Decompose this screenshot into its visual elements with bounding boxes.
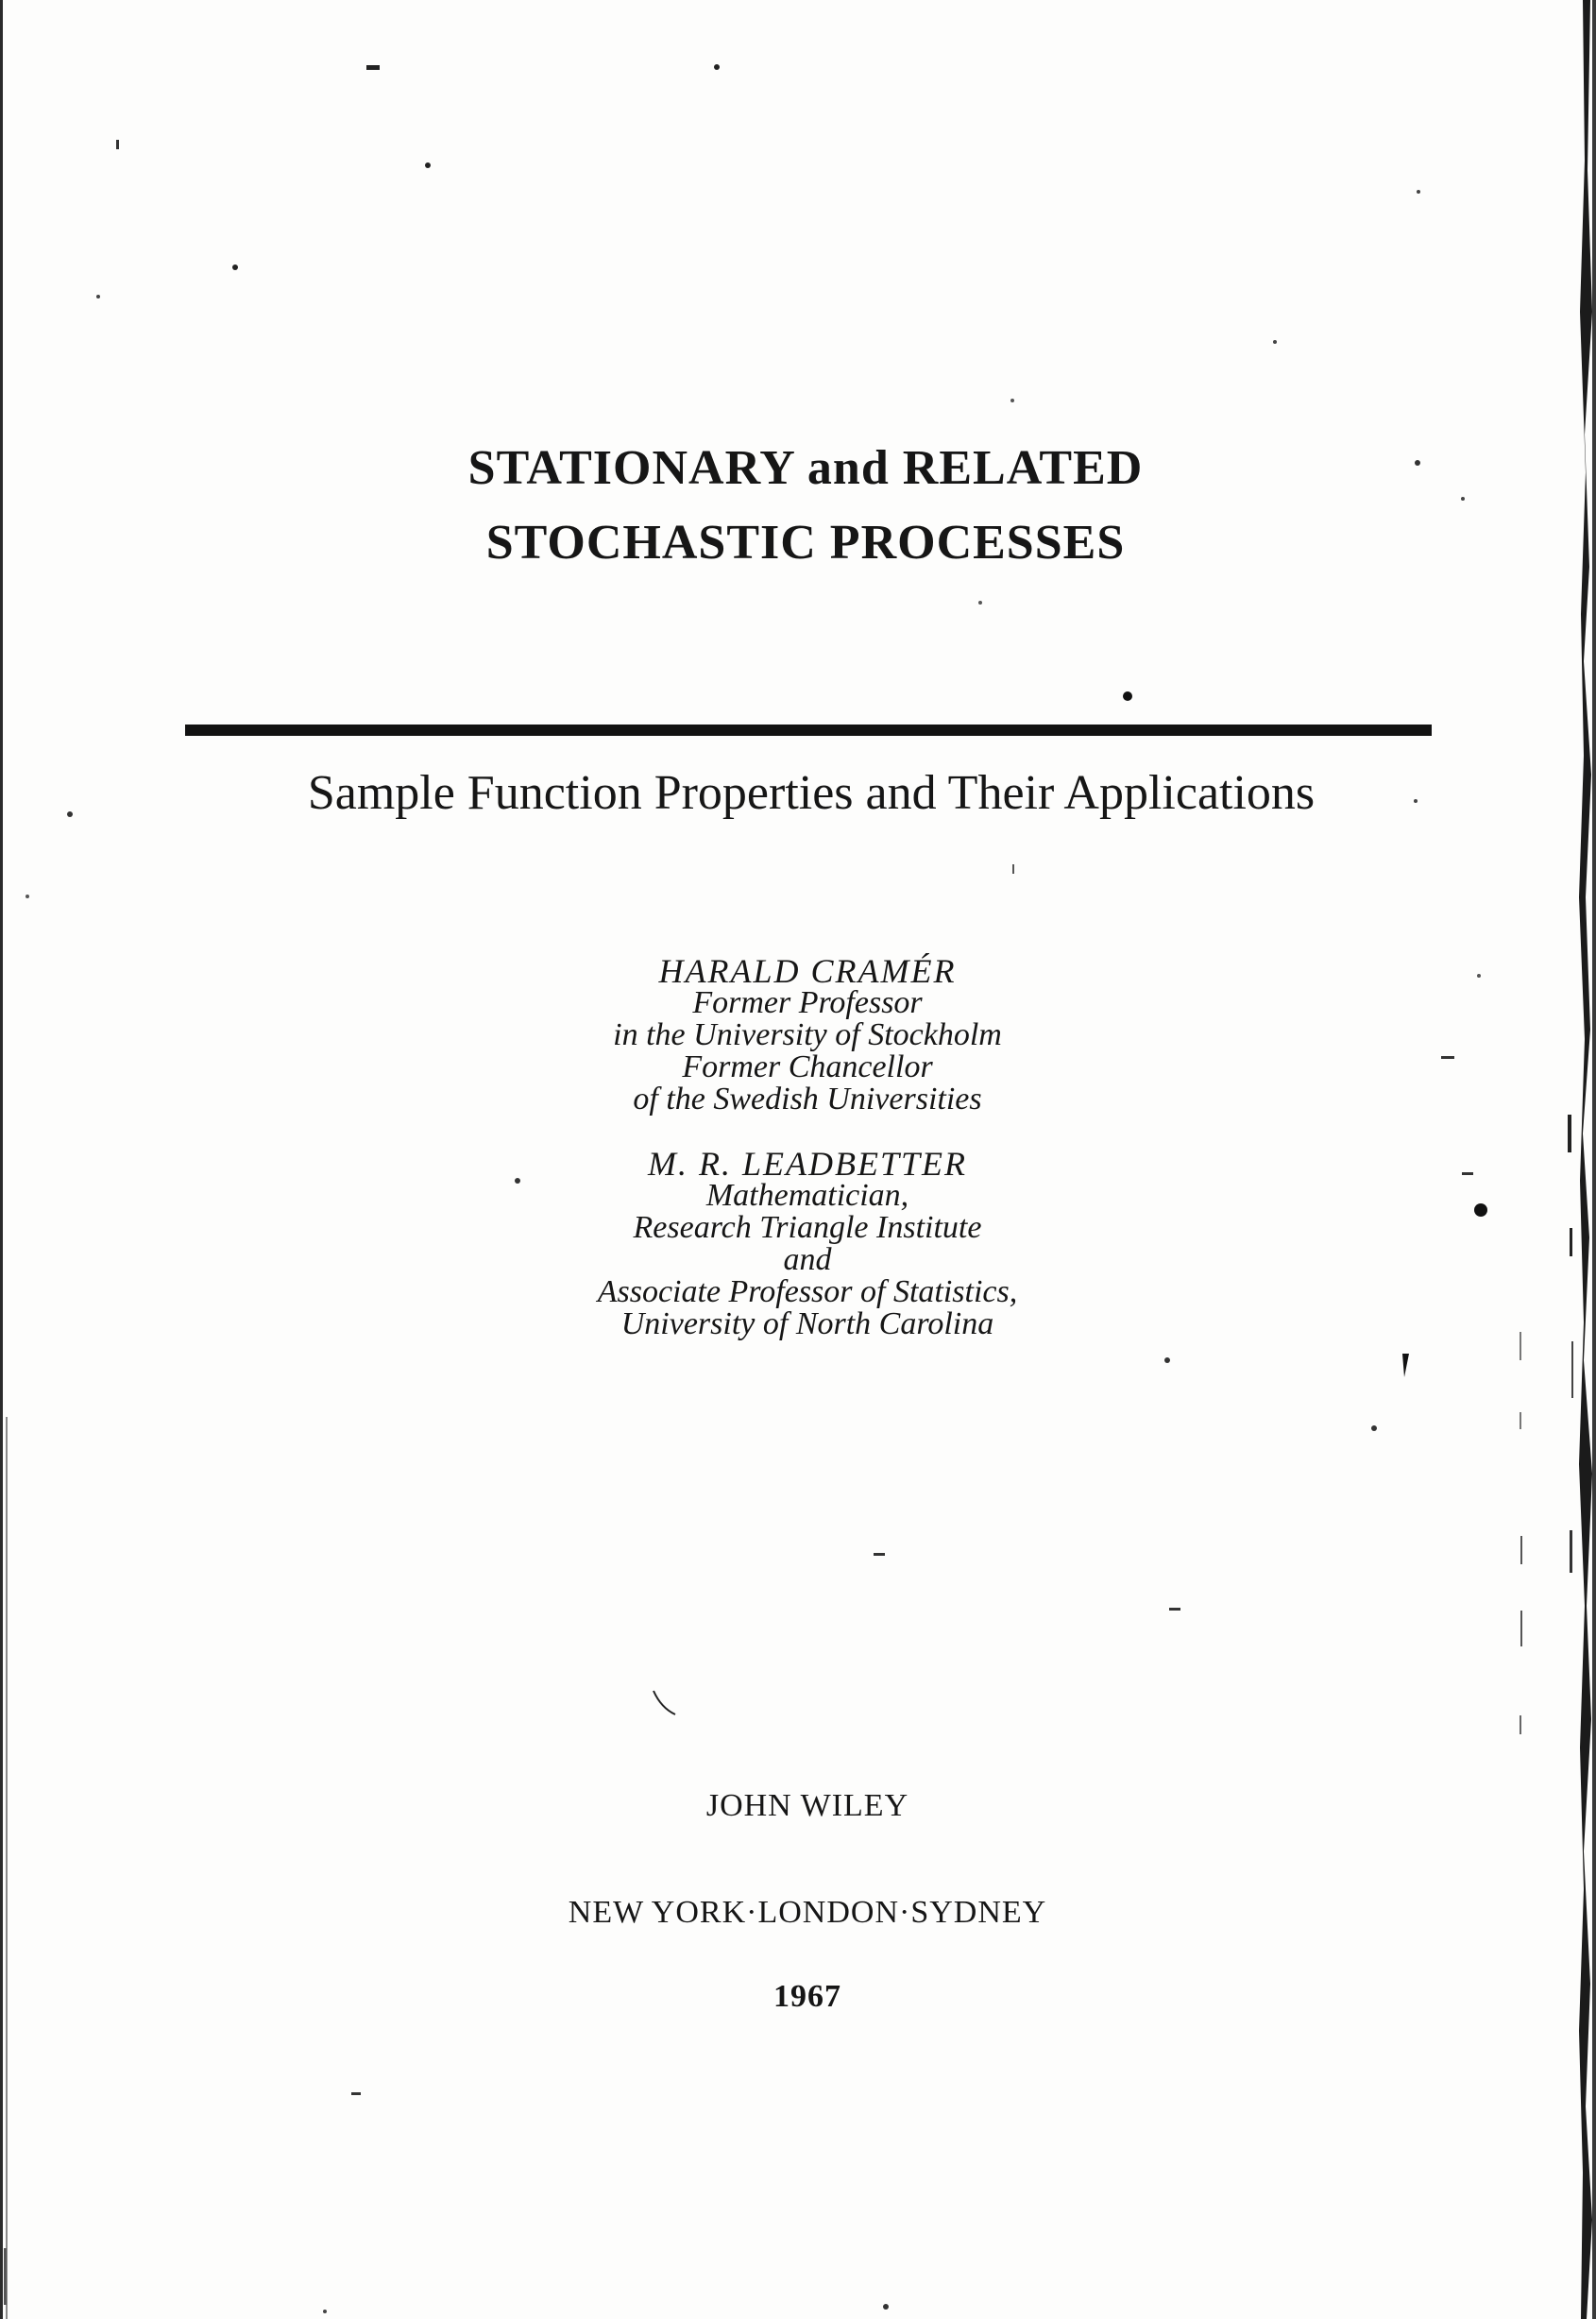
title-rule: [185, 725, 1432, 736]
author-name: M. R. LEADBETTER: [648, 1145, 967, 1183]
author-block-cramer: [0, 952, 1596, 1117]
publisher-cities: NEW YORK·LONDON·SYDNEY: [568, 1895, 1047, 1930]
author-affiliation-line: and: [783, 1242, 832, 1277]
author-name: HARALD CRAMÉR: [658, 952, 957, 990]
book-title-line-1: STATIONARY and RELATED: [467, 441, 1144, 495]
author-affiliation-line: of the Swedish Universities: [633, 1082, 982, 1117]
author-affiliation-line: Former Chancellor: [682, 1049, 933, 1084]
publication-year: 1967: [773, 1979, 841, 2014]
author-affiliation-line: Former Professor: [692, 985, 923, 1020]
publisher-name: JOHN WILEY: [705, 1788, 909, 1823]
book-title-line-2: STOCHASTIC PROCESSES: [485, 516, 1126, 570]
author-affiliation-line: Associate Professor of Statistics,: [597, 1274, 1018, 1309]
book-subtitle: Sample Function Properties and Their Applications: [307, 766, 1316, 820]
author-affiliation-line: Research Triangle Institute: [633, 1210, 982, 1245]
author-affiliation-line: Mathematician,: [705, 1178, 909, 1213]
author-affiliation-line: University of North Carolina: [620, 1306, 994, 1341]
author-block-leadbetter: [0, 1145, 1596, 1341]
author-affiliation-line: in the University of Stockholm: [613, 1017, 1002, 1052]
